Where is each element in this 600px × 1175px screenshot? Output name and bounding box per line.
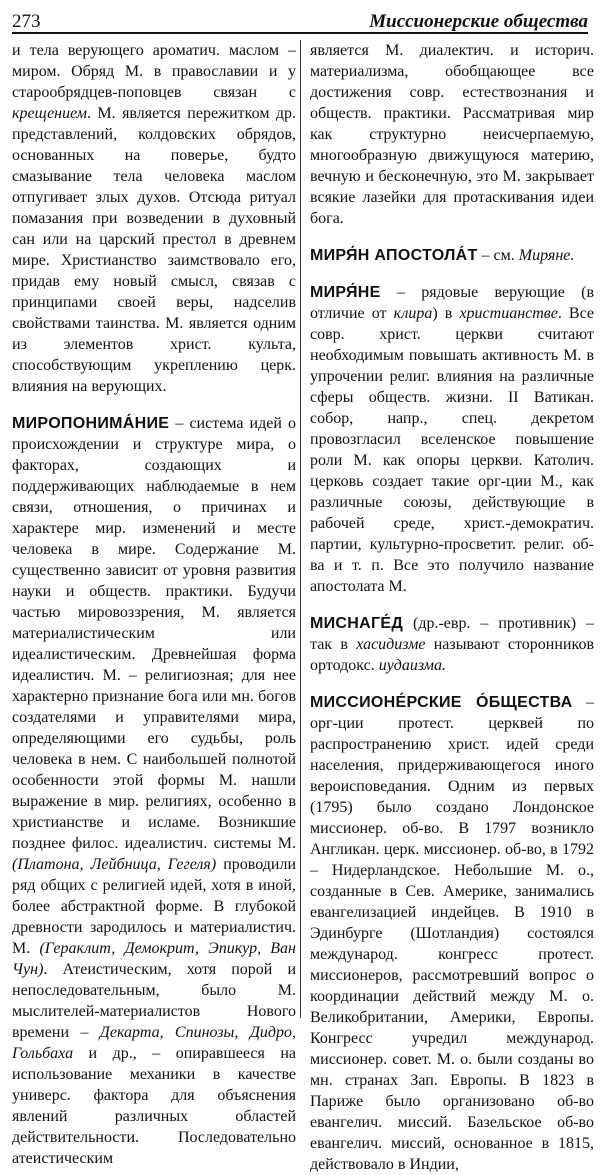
left-column [12,40,297,1167]
entry-text: – см. [477,247,519,264]
cross-reference: Миряне. [518,247,575,264]
entry-text: . Атеистическим, хотя порой и непоследовательным, было М. мыслителей-материалистов Нового времени – [12,961,296,1041]
entry-miroponimanie-continued [310,40,594,229]
entry-text: называют сторонников ортодокс. [310,636,594,674]
entry-names: (Гераклит, Демокрит, Эпикур, Ван Чун) [12,940,296,978]
entry-text: проводили ряд общих с религией идей, хотя в иной, более абстрактной форме. В глубокой древности зародилось и материалистич. М. [12,856,297,957]
entry-miroponimanie [12,413,296,1169]
page-header [12,8,588,34]
entry-headword: МИРЯ́НЕ [310,284,381,301]
entry-text: (др.-евр. – противник) – так в [310,615,594,653]
header-rule [12,32,588,34]
entry-headword: МИРЯ́Н АПОСТОЛА́Т [310,247,478,264]
entry-miryane [310,282,594,597]
entry-miryan-apostolat [310,245,594,266]
page-number: 273 [12,11,41,32]
entry-text: и др., – опиравшееся на использование механики в качестве универс. фактора для объяснения явлений различных областей действительности. Последовательно атеистическим [12,1045,296,1167]
entry-text: . М. является пережитком др. представлений, колдовских обрядов, основанных на поверье, будто смазывание тела человека маслом отпугивает злых духов. Отсюда ритуал помазания при возведении в духовный сан или на царский престол в древнем мире. Христианство заимствовало его, придав ему новый смысл, связав с принципами своей веры, надселив свойствами таинства. М. является одним из элементов христ. культа, способствующим укреплению церк. влияния на верующих. [12,105,296,395]
entry-miropomazanie-continued [12,40,296,397]
cross-reference: христианстве [459,305,558,322]
cross-reference: клира [393,305,433,322]
right-column [310,40,594,1173]
entry-text: – рядовые верующие (в отличие от [310,284,594,322]
entry-text: – система идей о происхождении и структуре мира, о факторах, создающих и поддерживающих наблюдаемые в нем связи, отношения, о причинах и характере мир. изменений и месте человека в мире. Содержание М. существенно зависит от уровня развития науки и обществ. практики. Будучи частью мировоззрения, М. является материалистическим или идеалистическим. Древнейшая форма идеалистич. М. – религиозная; для нее характерно признание бога или мн. богов создателями и управителями мира, определяющими его судьбы, роль человека в нем. С наибольшей полнотой особенности этой формы М. нашли выражение в мир. религиях, особенно в христианстве и исламе. Возникшие позднее филос. идеалистич. системы М. [12,415,296,852]
entry-headword: МИРОПОНИМА́НИЕ [12,415,170,432]
running-head: Миссионерские общества [369,11,588,32]
entry-text: и тела верующего ароматич. маслом – миром. Обряд М. в православии и у старообрядцев-поповцев связан с [12,42,296,101]
entry-names: Декарта, Спинозы, Дидро, Гольбаха [12,1024,296,1062]
entry-names: (Платона, Лейбница, Гегеля) [12,856,217,873]
entry-text: . Все совр. христ. церкви считают необходимым повышать активность М. в упрочении религ. влияния на различные сферы обществ. жизни. II Ватикан. собор, напр., спец. декретом провозгласил вселенское повышение роли М. как опоры церкви. Католич. церковь создает такие орг-ции М., как различные союзы, действующие в рабочей среде, христ.-демократич. партии, культурно-просветит. религ. об-ва и т. п. Все это получило название апостолата М. [310,305,594,595]
entry-headword: МИСНАГЕ́Д [310,615,404,632]
cross-reference: крещением [12,105,88,122]
entry-text: является М. диалектич. и историч. материализма, обобщающее все достижения совр. естествознания и обществ. практики. Рассматривая мир как структурно неисчерпаемую, многообразную движущуюся материю, вечную и бесконечную, это М. закрывает всякие лазейки для протаскивания идеи бога. [310,42,594,227]
cross-reference: хасидизме [356,636,426,653]
entry-headword: МИССИОНЕ́РСКИЕ О́БЩЕСТВА [310,694,573,711]
entry-missionerskie-obshchestva [310,692,594,1175]
column-divider [300,40,301,1018]
entry-text: ) в [432,305,460,322]
cross-reference: иудаизма. [378,657,446,674]
entry-misnaged [310,613,594,676]
entry-text: – орг-ции протест. церквей по распространению христ. идей среди населения, придерживающегося иного вероисповедания. Одним из первых (1795) было создано Лондонское миссионер. об-во. В 1797 возникло Англикан. церк. миссионер. об-во, в 1792 – Нидерландское. Небольшие М. о., созданные в Сев. Америке, занимались евангелизацией индейцев. В 1910 в Эдинбурге (Шотландия) состоялся международ. конгресс протест. миссионеров, рассмотревший вопрос о координации действий между М. о. Великобритании, Америки, Европы. Конгресс учредил международ. миссионер. совет. М. о. были созданы во мн. странах Зап. Европы. В 1823 в Париже было организовано об-во евангелич. миссий. Базельское об-во евангелич. миссий, основанное в 1815, действовало в Индии, [310,694,594,1173]
